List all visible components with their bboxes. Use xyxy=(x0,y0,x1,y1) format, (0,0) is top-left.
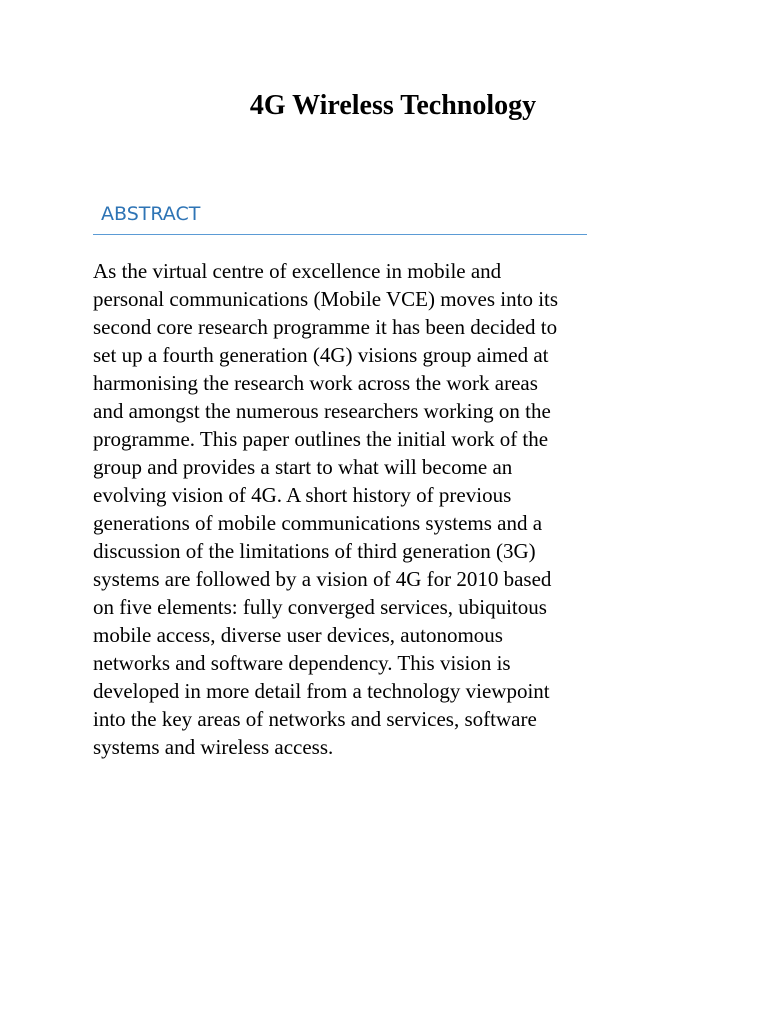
abstract-line: harmonising the research work across the work areas xyxy=(93,371,538,395)
document-title: 4G Wireless Technology xyxy=(249,90,537,121)
abstract-line: discussion of the limitations of third generation (3G) xyxy=(93,539,536,563)
abstract-line: on five elements: fully converged services, ubiquitous xyxy=(93,595,547,619)
abstract-line: systems are followed by a vision of 4G for 2010 based xyxy=(93,567,552,591)
abstract-line: set up a fourth generation (4G) visions group aimed at xyxy=(93,343,549,367)
abstract-line: second core research programme it has been decided to xyxy=(93,315,558,339)
heading-divider xyxy=(93,234,587,235)
abstract-line: mobile access, diverse user devices, autonomous xyxy=(93,623,503,647)
abstract-line: networks and software dependency. This vision is xyxy=(93,651,511,675)
abstract-line: systems and wireless access. xyxy=(93,735,334,759)
abstract-line: generations of mobile communications systems and a xyxy=(93,511,543,535)
abstract-line: personal communications (Mobile VCE) moves into its xyxy=(93,287,559,311)
abstract-line: developed in more detail from a technology viewpoint xyxy=(93,679,550,703)
abstract-line: As the virtual centre of excellence in mobile and xyxy=(93,259,502,283)
abstract-heading: ABSTRACT xyxy=(101,203,201,225)
abstract-line: programme. This paper outlines the initial work of the xyxy=(93,427,549,451)
abstract-line: and amongst the numerous researchers working on the xyxy=(93,399,551,423)
abstract-line: group and provides a start to what will become an xyxy=(93,455,513,479)
abstract-line: into the key areas of networks and services, software xyxy=(93,707,537,731)
abstract-line: evolving vision of 4G. A short history of previous xyxy=(93,483,512,507)
abstract-body xyxy=(93,257,683,761)
